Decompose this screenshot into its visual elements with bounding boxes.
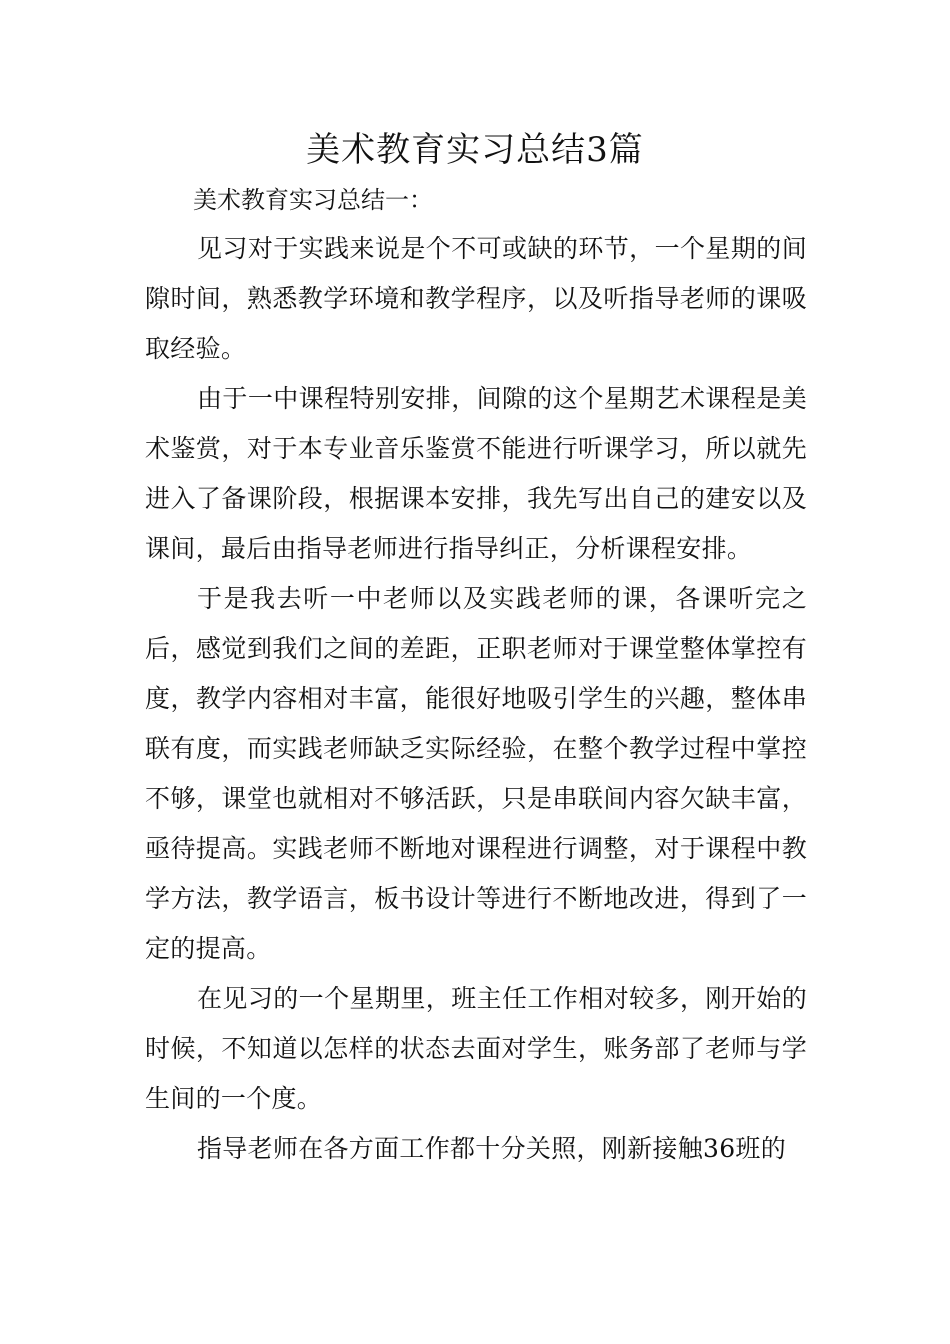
paragraph-1: 见习对于实践来说是个不可或缺的环节，一个星期的间隙时间，熟悉教学环境和教学程序，以及听指导老师的课吸取经验。 [145, 234, 807, 363]
paragraph-5: 指导老师在各方面工作都十分关照，刚新接触36班的 [197, 1134, 787, 1163]
document-title: 美术教育实习总结3篇 [306, 130, 644, 170]
paragraph-4: 在见习的一个星期里，班主任工作相对较多，刚开始的时候，不知道以怎样的状态去面对学生，账务部了老师与学生间的一个度。 [145, 984, 807, 1113]
paragraph-2: 由于一中课程特别安排，间隙的这个星期艺术课程是美术鉴赏，对于本专业音乐鉴赏不能进行听课学习，所以就先进入了备课阶段，根据课本安排，我先写出自己的建安以及课间，最后由指导老师进行指导纠正，分析课程安排。 [145, 384, 807, 563]
document-body [145, 224, 807, 1174]
section-heading: 美术教育实习总结一： [193, 186, 433, 214]
paragraph-3: 于是我去听一中老师以及实践老师的课，各课听完之后，感觉到我们之间的差距，正职老师对于课堂整体掌控有度，教学内容相对丰富，能很好地吸引学生的兴趣，整体串联有度，而实践老师缺乏实际经验，在整个教学过程中掌控不够，课堂也就相对不够活跃，只是串联间内容欠缺丰富，亟待提高。实践老师不断地对课程进行调整，对于课程中教学方法，教学语言，板书设计等进行不断地改进，得到了一定的提高。 [145, 584, 807, 963]
